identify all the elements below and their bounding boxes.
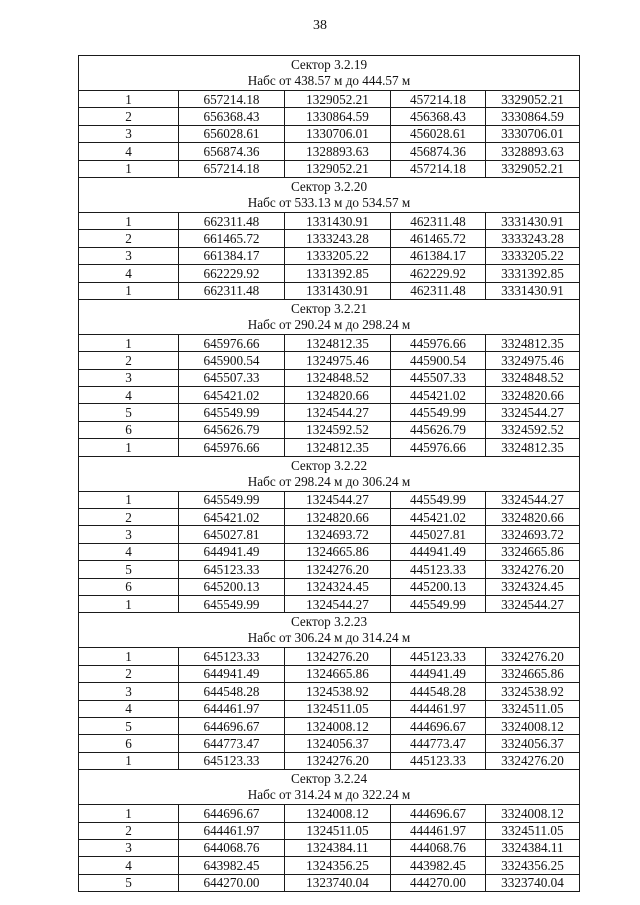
coordinate-cell: 645123.33: [179, 561, 285, 578]
coordinate-cell: 644696.67: [179, 717, 285, 734]
coordinate-cell: 643982.45: [179, 857, 285, 874]
sector-header: [79, 456, 580, 491]
point-number-cell: 2: [79, 665, 179, 682]
sector-height-range: Набс от 306.24 м до 314.24 м: [247, 630, 411, 646]
coordinate-cell: 3324511.05: [486, 700, 580, 717]
coordinate-cell: 3331392.85: [486, 265, 580, 282]
table-row: [79, 439, 580, 456]
coordinate-cell: 1324665.86: [285, 665, 391, 682]
coordinate-cell: 1329052.21: [285, 91, 391, 108]
coordinate-cell: 662311.48: [179, 212, 285, 229]
coordinate-cell: 445123.33: [391, 752, 486, 769]
point-number-cell: 1: [79, 334, 179, 351]
sector-height-range: Набс от 438.57 м до 444.57 м: [247, 73, 411, 88]
coordinate-cell: 444461.97: [391, 822, 486, 839]
coordinate-cell: 1324008.12: [285, 717, 391, 734]
coordinate-cell: 444270.00: [391, 874, 486, 891]
coordinate-cell: 3324820.66: [486, 509, 580, 526]
point-number-cell: 3: [79, 247, 179, 264]
coordinate-cell: 3329052.21: [486, 91, 580, 108]
table-row: [79, 247, 580, 264]
point-number-cell: 5: [79, 874, 179, 891]
coordinate-cell: 661384.17: [179, 247, 285, 264]
coordinate-cell: 3329052.21: [486, 160, 580, 177]
coordinate-cell: 444068.76: [391, 839, 486, 856]
coordinate-cell: 662229.92: [179, 265, 285, 282]
coordinate-cell: 645976.66: [179, 439, 285, 456]
coordinate-cell: 3323740.04: [486, 874, 580, 891]
coordinate-cell: 445976.66: [391, 439, 486, 456]
coordinate-cell: 3324324.45: [486, 578, 580, 595]
coordinate-cell: 3331430.91: [486, 212, 580, 229]
coordinate-cell: 1324538.92: [285, 683, 391, 700]
sector-header-row: [79, 56, 580, 91]
coordinate-cell: 1324693.72: [285, 526, 391, 543]
table-row: [79, 91, 580, 108]
point-number-cell: 2: [79, 822, 179, 839]
coordinate-cell: 461384.17: [391, 247, 486, 264]
coordinate-cell: 3333205.22: [486, 247, 580, 264]
point-number-cell: 1: [79, 648, 179, 665]
coordinate-cell: 1331392.85: [285, 265, 391, 282]
point-number-cell: 1: [79, 212, 179, 229]
coordinate-cell: 645123.33: [179, 648, 285, 665]
sector-header-row: [79, 770, 580, 805]
table-row: [79, 717, 580, 734]
table-row: [79, 491, 580, 508]
coordinate-cell: 3324820.66: [486, 387, 580, 404]
coordinate-cell: 3324511.05: [486, 822, 580, 839]
coordinate-cell: 657214.18: [179, 160, 285, 177]
coordinate-cell: 3324276.20: [486, 648, 580, 665]
point-number-cell: 1: [79, 595, 179, 612]
coordinate-cell: 445549.99: [391, 595, 486, 612]
table-row: [79, 595, 580, 612]
coordinate-cell: 1324975.46: [285, 352, 391, 369]
coordinate-cell: 645123.33: [179, 752, 285, 769]
coordinate-cell: 443982.45: [391, 857, 486, 874]
point-number-cell: 4: [79, 387, 179, 404]
coordinate-cell: 3324538.92: [486, 683, 580, 700]
coordinate-cell: 3324544.27: [486, 595, 580, 612]
sector-title: Сектор 3.2.24: [290, 771, 368, 787]
sector-title: Сектор 3.2.20: [290, 178, 368, 194]
coordinate-cell: 3324975.46: [486, 352, 580, 369]
table-row: [79, 125, 580, 142]
coordinate-cell: 444548.28: [391, 683, 486, 700]
coordinate-cell: 1324812.35: [285, 439, 391, 456]
coordinate-cell: 3324544.27: [486, 491, 580, 508]
point-number-cell: 1: [79, 282, 179, 299]
point-number-cell: 4: [79, 143, 179, 160]
coordinate-cell: 656028.61: [179, 125, 285, 142]
coordinate-cell: 1330864.59: [285, 108, 391, 125]
coordinate-cell: 3324056.37: [486, 735, 580, 752]
coordinate-cell: 3330864.59: [486, 108, 580, 125]
coordinate-cell: 1324511.05: [285, 822, 391, 839]
coordinate-cell: 1331430.91: [285, 282, 391, 299]
coordinate-cell: 462229.92: [391, 265, 486, 282]
sector-header-row: [79, 299, 580, 334]
table-row: [79, 805, 580, 822]
table-row: [79, 265, 580, 282]
coordinate-cell: 3324008.12: [486, 805, 580, 822]
point-number-cell: 1: [79, 491, 179, 508]
coordinate-cell: 1333243.28: [285, 230, 391, 247]
coordinate-cell: 3324693.72: [486, 526, 580, 543]
page-number: 38: [313, 18, 327, 33]
coordinate-cell: 645549.99: [179, 404, 285, 421]
table-row: [79, 526, 580, 543]
coordinate-cell: 644270.00: [179, 874, 285, 891]
coordinate-cell: 445027.81: [391, 526, 486, 543]
table-row: [79, 282, 580, 299]
coordinate-cell: 1323740.04: [285, 874, 391, 891]
coordinate-cell: 1324665.86: [285, 543, 391, 560]
coordinate-cell: 445549.99: [391, 491, 486, 508]
point-number-cell: 3: [79, 125, 179, 142]
point-number-cell: 1: [79, 160, 179, 177]
coordinate-cell: 457214.18: [391, 160, 486, 177]
coordinate-cell: 456028.61: [391, 125, 486, 142]
point-number-cell: 1: [79, 805, 179, 822]
sector-header: [79, 299, 580, 334]
coordinate-cell: 1324848.52: [285, 369, 391, 386]
coordinate-cell: 445976.66: [391, 334, 486, 351]
table-row: [79, 735, 580, 752]
point-number-cell: 5: [79, 561, 179, 578]
coordinate-cell: 1324384.11: [285, 839, 391, 856]
coordinate-cell: 645027.81: [179, 526, 285, 543]
coordinate-cell: 445421.02: [391, 509, 486, 526]
coordinate-cell: 462311.48: [391, 282, 486, 299]
coordinate-cell: 1329052.21: [285, 160, 391, 177]
coordinate-cell: 1331430.91: [285, 212, 391, 229]
coordinate-cell: 1324324.45: [285, 578, 391, 595]
coordinate-cell: 644941.49: [179, 543, 285, 560]
coordinate-cell: 645626.79: [179, 421, 285, 438]
table-row: [79, 143, 580, 160]
coordinate-cell: 645549.99: [179, 491, 285, 508]
point-number-cell: 5: [79, 717, 179, 734]
coordinate-cell: 445421.02: [391, 387, 486, 404]
coordinate-cell: 644941.49: [179, 665, 285, 682]
coordinate-cell: 444941.49: [391, 543, 486, 560]
point-number-cell: 1: [79, 439, 179, 456]
point-number-cell: 6: [79, 421, 179, 438]
coordinate-cell: 644548.28: [179, 683, 285, 700]
table-row: [79, 874, 580, 891]
sector-title: Сектор 3.2.21: [290, 300, 368, 316]
sector-height-range: Набс от 314.24 м до 322.24 м: [247, 787, 411, 803]
coordinate-cell: 644068.76: [179, 839, 285, 856]
point-number-cell: 3: [79, 839, 179, 856]
coordinate-cell: 657214.18: [179, 91, 285, 108]
coordinate-cell: 444773.47: [391, 735, 486, 752]
table-row: [79, 404, 580, 421]
coordinate-cell: 656874.36: [179, 143, 285, 160]
coordinate-cell: 3324356.25: [486, 857, 580, 874]
table-row: [79, 561, 580, 578]
point-number-cell: 3: [79, 683, 179, 700]
table-row: [79, 212, 580, 229]
table-row: [79, 857, 580, 874]
coordinate-cell: 3324812.35: [486, 334, 580, 351]
table-row: [79, 369, 580, 386]
coordinate-cell: 445123.33: [391, 561, 486, 578]
table-row: [79, 752, 580, 769]
coordinate-cell: 444696.67: [391, 717, 486, 734]
point-number-cell: 2: [79, 352, 179, 369]
coordinate-cell: 1324820.66: [285, 509, 391, 526]
coordinate-cell: 661465.72: [179, 230, 285, 247]
point-number-cell: 4: [79, 700, 179, 717]
table-row: [79, 665, 580, 682]
coordinate-cell: 444696.67: [391, 805, 486, 822]
coordinate-cell: 3328893.63: [486, 143, 580, 160]
point-number-cell: 2: [79, 230, 179, 247]
coordinate-cell: 1330706.01: [285, 125, 391, 142]
table-row: [79, 387, 580, 404]
table-row: [79, 839, 580, 856]
coordinate-cell: 461465.72: [391, 230, 486, 247]
table-row: [79, 822, 580, 839]
coordinate-cell: 1324276.20: [285, 752, 391, 769]
coordinate-cell: 644696.67: [179, 805, 285, 822]
coordinate-cell: 3324848.52: [486, 369, 580, 386]
coordinate-cell: 1324276.20: [285, 561, 391, 578]
coordinate-cell: 656368.43: [179, 108, 285, 125]
coordinate-cell: 445900.54: [391, 352, 486, 369]
coordinate-cell: 456368.43: [391, 108, 486, 125]
sector-height-range: Набс от 290.24 м до 298.24 м: [247, 316, 411, 332]
coordinate-cell: 3324384.11: [486, 839, 580, 856]
coordinate-cell: 3324592.52: [486, 421, 580, 438]
table-row: [79, 543, 580, 560]
coordinate-cell: 1324592.52: [285, 421, 391, 438]
coordinate-cell: 644461.97: [179, 822, 285, 839]
coordinate-cell: 1324276.20: [285, 648, 391, 665]
coordinate-cell: 1328893.63: [285, 143, 391, 160]
coordinate-cell: 662311.48: [179, 282, 285, 299]
coordinate-cell: 645507.33: [179, 369, 285, 386]
coordinate-cell: 3324276.20: [486, 561, 580, 578]
coordinate-cell: 3324665.86: [486, 543, 580, 560]
point-number-cell: 3: [79, 369, 179, 386]
coordinate-cell: 445200.13: [391, 578, 486, 595]
coordinate-cell: 1324812.35: [285, 334, 391, 351]
table-row: [79, 683, 580, 700]
sector-header: [79, 613, 580, 648]
coordinate-cell: 3333243.28: [486, 230, 580, 247]
coordinate-cell: 1324008.12: [285, 805, 391, 822]
table-row: [79, 509, 580, 526]
coordinate-cell: 1324544.27: [285, 404, 391, 421]
sector-height-range: Набс от 533.13 м до 534.57 м: [247, 194, 411, 210]
point-number-cell: 1: [79, 752, 179, 769]
coordinate-cell: 3324544.27: [486, 404, 580, 421]
coordinate-cell: 1324356.25: [285, 857, 391, 874]
coordinate-cell: 457214.18: [391, 91, 486, 108]
coordinate-cell: 3324812.35: [486, 439, 580, 456]
coordinate-cell: 1324056.37: [285, 735, 391, 752]
point-number-cell: 2: [79, 509, 179, 526]
point-number-cell: 6: [79, 735, 179, 752]
table-row: [79, 160, 580, 177]
table-row: [79, 648, 580, 665]
coordinate-cell: 445549.99: [391, 404, 486, 421]
sector-header: [79, 177, 580, 212]
point-number-cell: 4: [79, 265, 179, 282]
sector-height-range: Набс от 298.24 м до 306.24 м: [247, 473, 411, 489]
table-row: [79, 421, 580, 438]
coordinate-cell: 645976.66: [179, 334, 285, 351]
coordinate-cell: 645200.13: [179, 578, 285, 595]
coordinate-cell: 456874.36: [391, 143, 486, 160]
table-row: [79, 230, 580, 247]
coordinate-cell: 645549.99: [179, 595, 285, 612]
point-number-cell: 1: [79, 91, 179, 108]
coordinate-cell: 1324544.27: [285, 595, 391, 612]
coordinate-cell: 3331430.91: [486, 282, 580, 299]
point-number-cell: 3: [79, 526, 179, 543]
coordinate-cell: 644773.47: [179, 735, 285, 752]
coordinate-cell: 1333205.22: [285, 247, 391, 264]
coordinate-cell: 645421.02: [179, 509, 285, 526]
sector-title: Сектор 3.2.23: [290, 614, 368, 630]
coordinate-cell: 1324544.27: [285, 491, 391, 508]
coordinate-cell: 3330706.01: [486, 125, 580, 142]
sector-header: [79, 770, 580, 805]
table-row: [79, 700, 580, 717]
table-row: [79, 108, 580, 125]
coordinate-cell: 445507.33: [391, 369, 486, 386]
sector-header: [79, 56, 580, 91]
coordinate-cell: 3324276.20: [486, 752, 580, 769]
table-row: [79, 352, 580, 369]
coordinate-cell: 444461.97: [391, 700, 486, 717]
point-number-cell: 4: [79, 857, 179, 874]
sector-title: Сектор 3.2.22: [290, 457, 368, 473]
coordinate-cell: 3324665.86: [486, 665, 580, 682]
point-number-cell: 5: [79, 404, 179, 421]
table-row: [79, 578, 580, 595]
point-number-cell: 4: [79, 543, 179, 560]
coordinate-cell: 645900.54: [179, 352, 285, 369]
coordinate-cell: 1324511.05: [285, 700, 391, 717]
sector-header-row: [79, 456, 580, 491]
sector-coordinates-table: [78, 55, 580, 892]
coordinate-cell: 1324820.66: [285, 387, 391, 404]
coordinate-cell: 445626.79: [391, 421, 486, 438]
sector-title: Сектор 3.2.19: [290, 57, 368, 72]
coordinate-cell: 445123.33: [391, 648, 486, 665]
coordinate-cell: 645421.02: [179, 387, 285, 404]
sector-header-row: [79, 613, 580, 648]
coordinate-cell: 444941.49: [391, 665, 486, 682]
coordinate-cell: 644461.97: [179, 700, 285, 717]
sector-header-row: [79, 177, 580, 212]
point-number-cell: 2: [79, 108, 179, 125]
coordinate-cell: 462311.48: [391, 212, 486, 229]
coordinate-cell: 3324008.12: [486, 717, 580, 734]
point-number-cell: 6: [79, 578, 179, 595]
table-row: [79, 334, 580, 351]
